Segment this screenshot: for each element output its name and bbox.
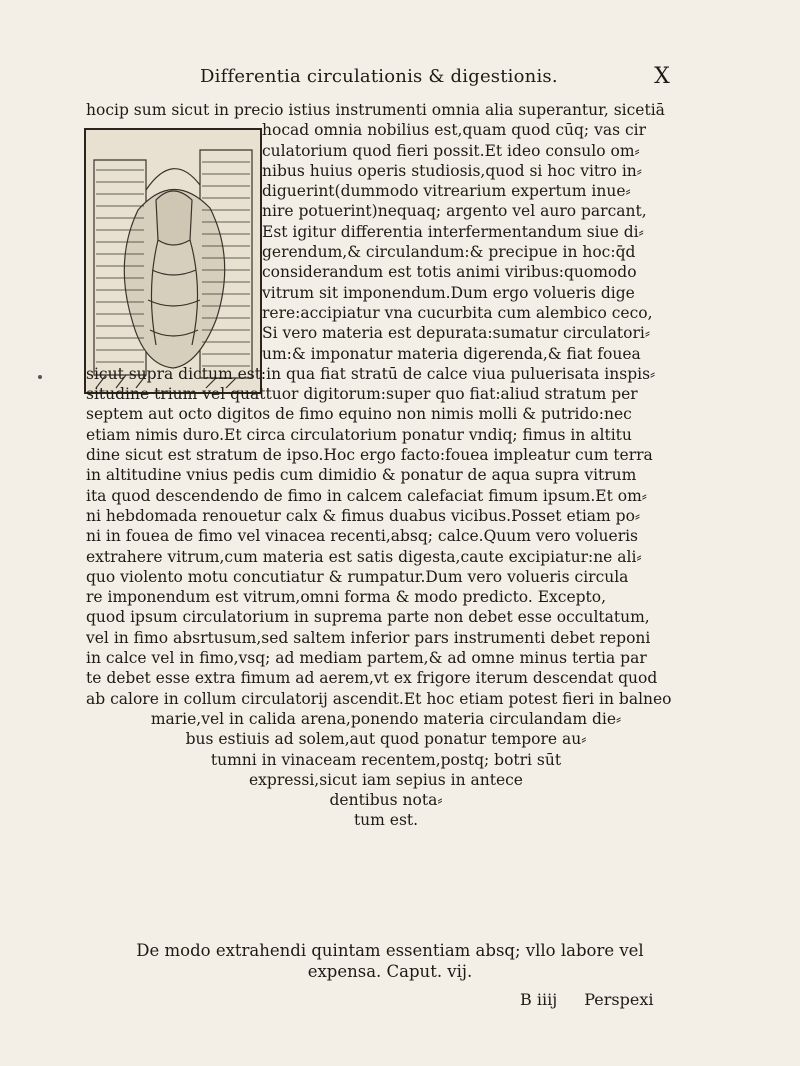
text-line: um:& imponatur materia digerenda,& fiat fouea <box>262 344 641 363</box>
chapter-number-line: expensa. Caput. vij. <box>307 962 473 981</box>
text-line: quo violento motu concutiatur & rumpatur.Dum vero volueris circula <box>86 567 629 586</box>
text-line: hocad omnia nobilius est,quam quod cūq; vas cir <box>262 121 646 140</box>
running-head-title: Differentia circulationis & digestionis. <box>200 66 558 87</box>
text-line: ab calore in collum circulatorij ascendit.Et hoc etiam potest fieri in balneo <box>86 689 672 708</box>
main-text-block <box>86 100 686 831</box>
text-line: ni hebdomada renouetur calx & fimus duabus vicibus.Posset etiam po⸗ <box>86 506 641 525</box>
text-line: nibus huius operis studiosis,quod si hoc vitro in⸗ <box>262 161 642 180</box>
chapter-title-line: De modo extrahendi quintam essentiam absq; vllo labore vel <box>136 941 644 960</box>
chapter-heading <box>110 940 670 982</box>
text-line: in calce vel in fimo,vsq; ad mediam partem,& ad omne minus tertia par <box>86 649 647 668</box>
text-line: considerandum est totis animi viribus:quomodo <box>262 263 637 282</box>
text-line: tumni in vinaceam recentem,postq; botri sūt <box>210 750 562 769</box>
text-line: re imponendum est vitrum,omni forma & modo predicto. Excepto, <box>86 588 607 607</box>
signature-mark: B iiij <box>520 990 558 1009</box>
text-line: tum est. <box>353 811 419 830</box>
catchword: Perspexi <box>584 990 654 1009</box>
text-line: Si vero materia est depurata:sumatur circulatori⸗ <box>262 324 651 343</box>
text-line: extrahere vitrum,cum materia est satis digesta,caute excipiatur:ne ali⸗ <box>86 547 642 566</box>
text-line: quod ipsum circulatorium in suprema parte non debet esse occultatum, <box>86 608 650 627</box>
text-line: expressi,sicut iam sepius in antece <box>249 770 523 789</box>
text-line: etiam nimis duro.Et circa circulatorium ponatur vndiq; fimus in altitu <box>86 425 632 444</box>
ink-speck <box>38 375 42 379</box>
folio-number: X <box>654 64 670 89</box>
text-line: dine sicut est stratum de ipso.Hoc ergo facto:fouea impleatur cum terra <box>86 446 653 465</box>
text-line: hocip sum sicut in precio istius instrumenti omnia alia superantur, sicetiā <box>86 101 665 119</box>
text-line: Est igitur differentia interfermentandum siue di⸗ <box>262 222 644 241</box>
text-line: bus estiuis ad solem,aut quod ponatur tempore au⸗ <box>185 730 587 749</box>
text-line: diguerint(dummodo vitrearium expertum inue⸗ <box>262 182 631 201</box>
text-line: marie,vel in calida arena,ponendo materia circulandam die⸗ <box>150 709 622 728</box>
text-line: ni in fouea de fimo vel vinacea recenti,absq; calce.Quum vero volueris <box>86 527 639 546</box>
text-line: gerendum,& circulandum:& precipue in hoc:q̄d <box>262 243 636 262</box>
signature-footer <box>520 990 653 1009</box>
text-line: septem aut octo digitos de fimo equino non nimis molli & putrido:nec <box>86 405 632 424</box>
tapered-paragraph-end <box>86 709 686 831</box>
text-line: situdine trium vel quattuor digitorum:super quo fiat:aliud stratum per <box>86 385 638 404</box>
text-line: sicut supra dictum est:in qua fiat stratū de calce viua puluerisata inspis⸗ <box>86 364 656 383</box>
text-line: ita quod descendendo de fimo in calcem calefaciat fimum ipsum.Et om⸗ <box>86 486 647 505</box>
text-line: nire potuerint)nequaq; argento vel auro parcant, <box>262 202 647 221</box>
text-line: dentibus nota⸗ <box>329 791 443 810</box>
running-header <box>200 66 670 87</box>
text-line: culatorium quod fieri possit.Et ideo consulo om⸗ <box>262 141 640 160</box>
text-line: in altitudine vnius pedis cum dimidio & ponatur de aqua supra vitrum <box>86 466 637 485</box>
text-line: vitrum sit imponendum.Dum ergo volueris dige <box>262 283 635 302</box>
text-line: vel in fimo absrtusum,sed saltem inferior pars instrumenti debet reponi <box>86 628 651 647</box>
text-line: te debet esse extra fimum ad aerem,vt ex frigore iterum descendat quod <box>86 669 658 688</box>
text-line: rere:accipiatur vna cucurbita cum alembico ceco, <box>262 303 653 322</box>
